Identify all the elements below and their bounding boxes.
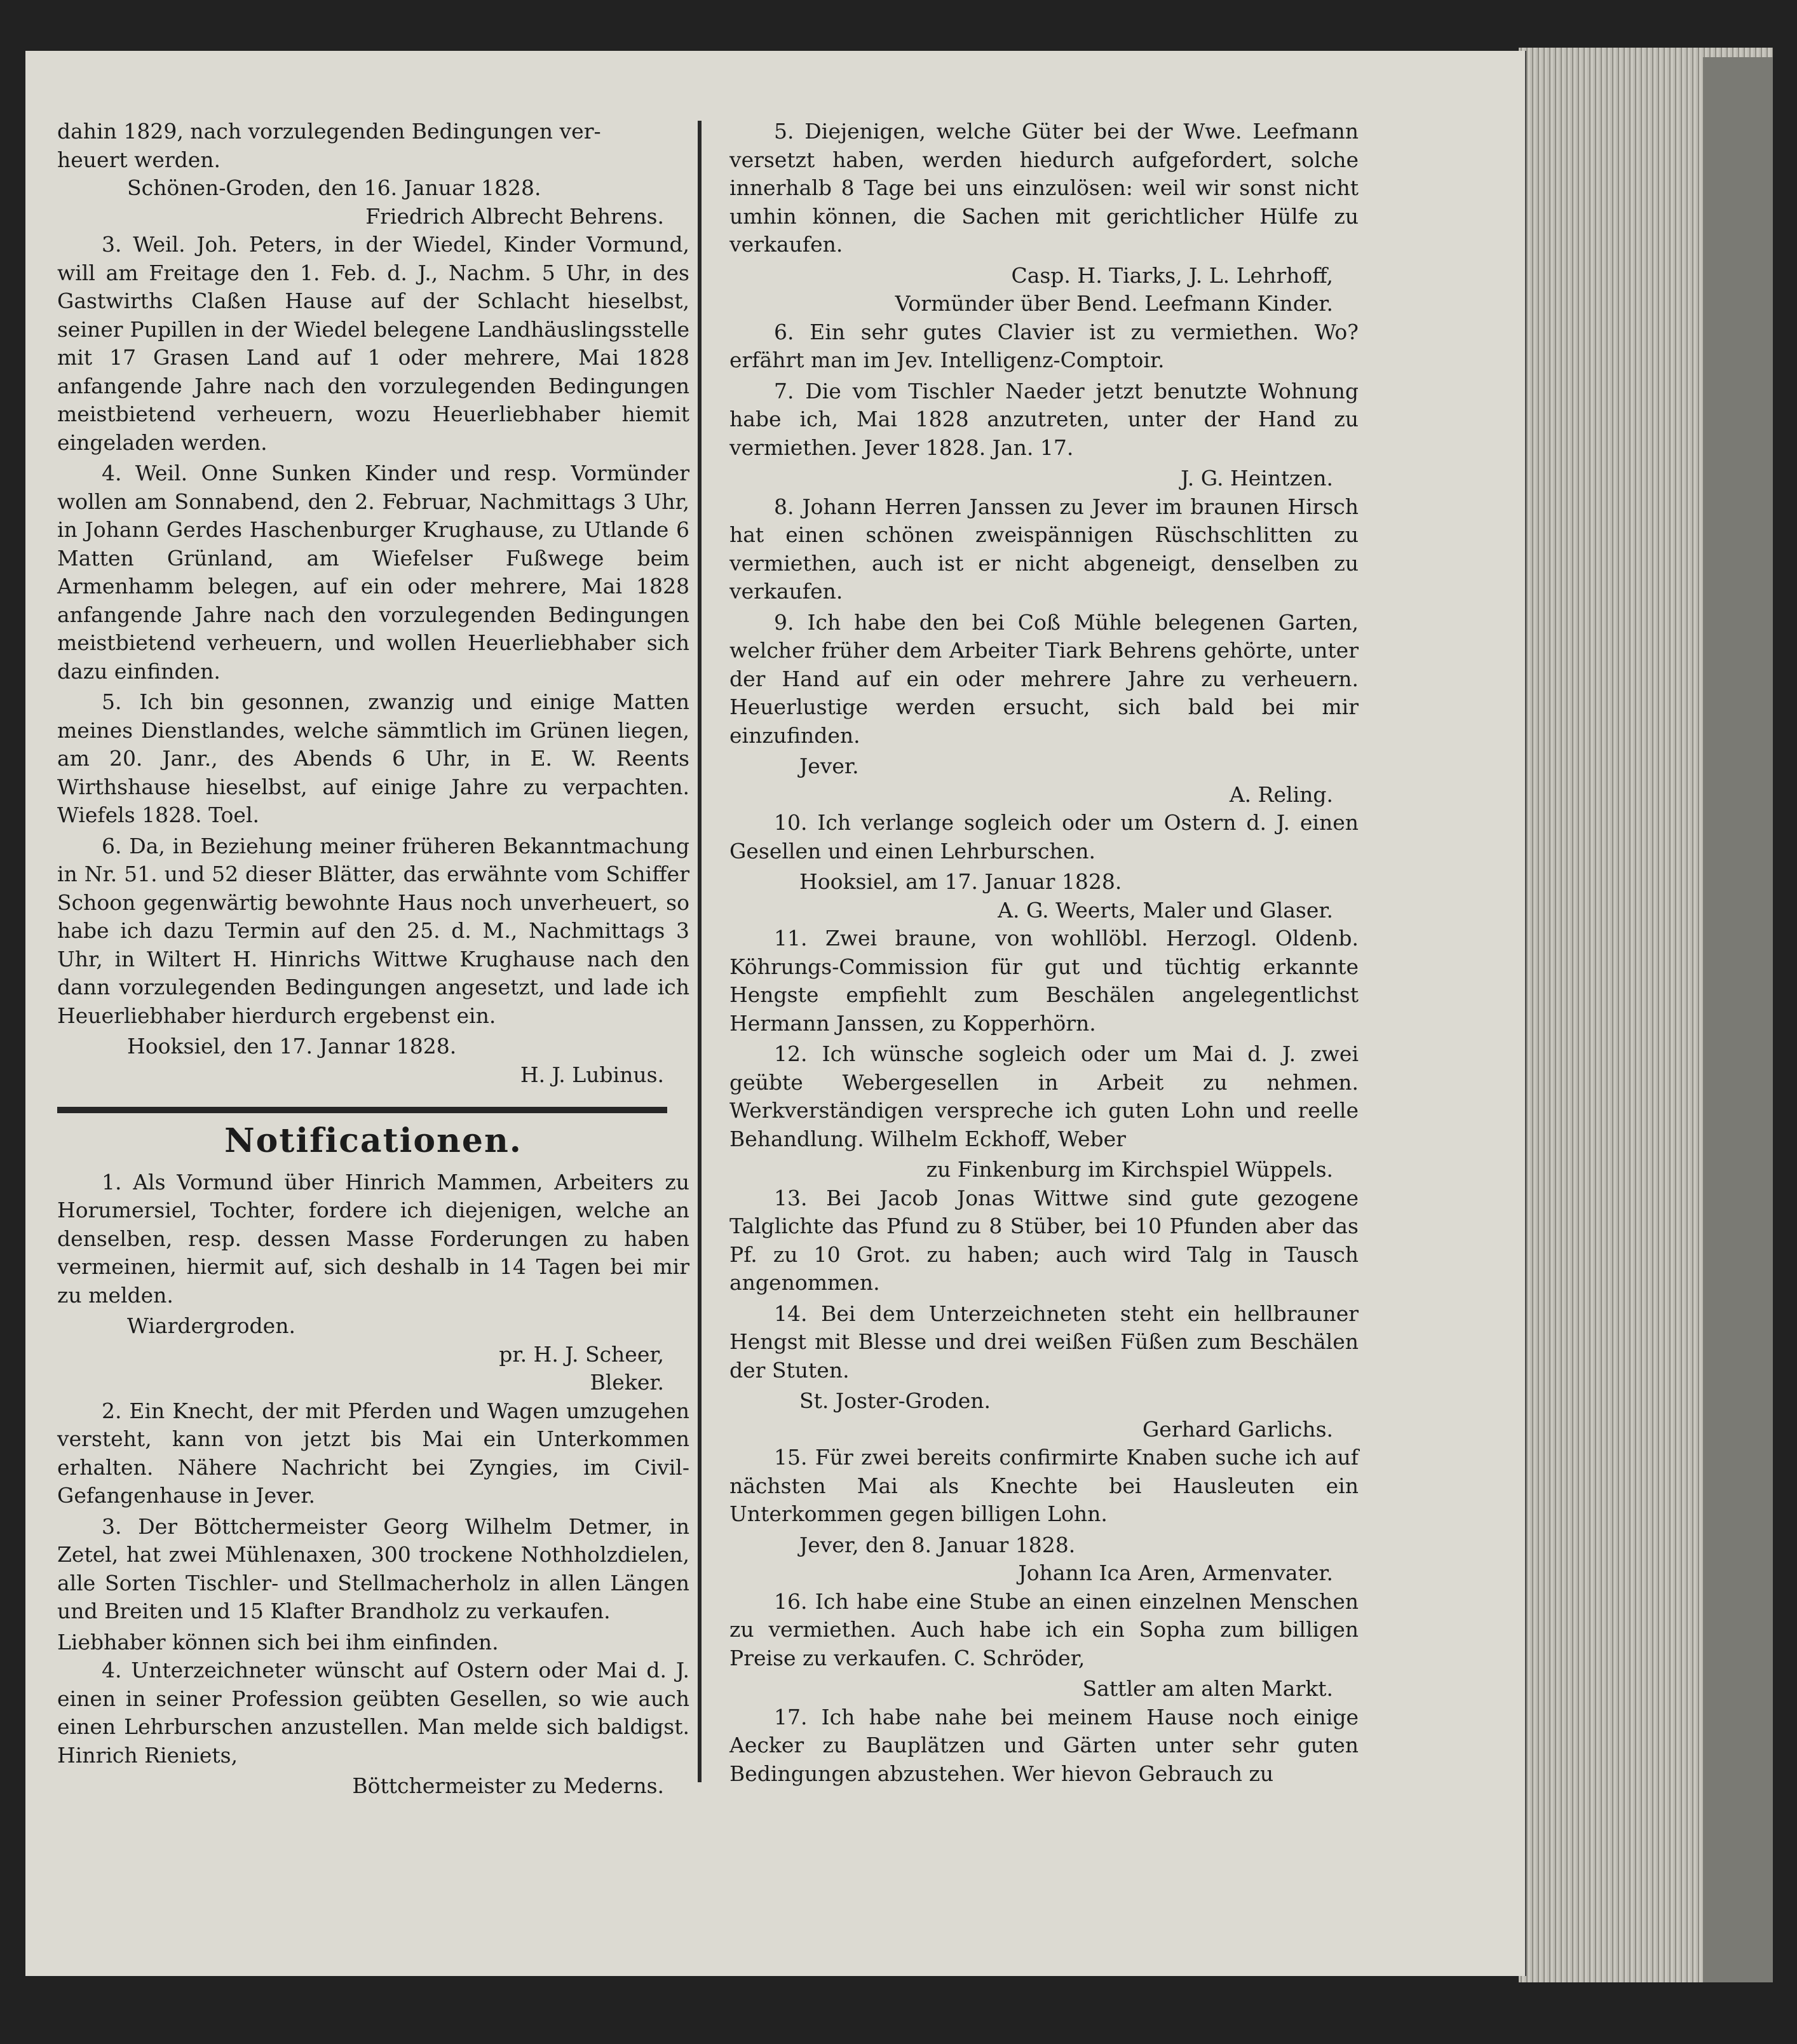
section-rule bbox=[57, 1107, 667, 1113]
column-divider bbox=[698, 121, 702, 1782]
signature: pr. H. J. Scheer, bbox=[499, 1341, 664, 1367]
place-date: Hooksiel, den 17. Jannar 1828. bbox=[127, 1034, 457, 1059]
notice-item: 3. Der Böttchermeister Georg Wilhelm Detmer, in Zetel, hat zwei Mühlenaxen, 300 trockene Nothholzdielen, alle Sorten Tischler- und Stellmacherholz in allen Längen und Breiten und 15 Klafter Brandholz zu verkaufen. bbox=[57, 1513, 689, 1623]
notice-item: 3. Weil. Joh. Peters, in der Wiedel, Kinder Vormund, will am Freitage den 1. Feb. d. J., Nachm. 5 Uhr, in des Gastwirths Claßen Hause auf der Schlacht hieselbst, seiner Pupillen in der Wiedel belegene Landhäuslingsstelle mit 17 Grasen Land auf 1 oder mehrere, Mai 1828 anfangende Jahre nach den vorzulegenden Bedingungen meistbietend verheuern, wozu Heuerliebhaber hiemit eingeladen werden. bbox=[57, 232, 689, 455]
place-date: Schönen-Groden, den 16. Januar 1828. bbox=[127, 175, 541, 200]
notice-item: 5. Diejenigen, welche Güter bei der Wwe. Leefmann versetzt haben, werden hiedurch aufgefordert, solche innerhalb 8 Tage bei uns einzulösen: weil wir sonst nicht umhin können, die Sachen mit gerichtlicher Hülfe zu verkaufen. bbox=[729, 119, 1359, 257]
notice-item: 2. Ein Knecht, der mit Pferden und Wagen umzugehen versteht, kann von jetzt bis Mai ein Unterkommen erhalten. Nähere Nachricht bei Zyngies, im Civil-Gefangenhause in Jever. bbox=[57, 1398, 689, 1508]
right-column bbox=[729, 118, 1359, 1790]
text-line: dahin 1829, nach vorzulegenden Bedingungen ver- bbox=[57, 119, 601, 144]
signature: Gerhard Garlichs. bbox=[1142, 1416, 1333, 1442]
notice-item: 17. Ich habe nahe bei meinem Hause noch einige Aecker zu Bauplätzen und Gärten unter sehr guten Bedingungen abzustehen. Wer hievon Gebrauch zu bbox=[729, 1704, 1359, 1786]
section-heading: Notificationen. bbox=[224, 1121, 522, 1160]
notice-item: 8. Johann Herren Janssen zu Jever im braunen Hirsch hat einen schönen zweispännigen Rüschschlitten zu vermiethen, auch ist er nicht abgeneigt, denselben zu verkaufen. bbox=[729, 494, 1359, 604]
signature: Casp. H. Tiarks, J. L. Lehrhoff, bbox=[1011, 262, 1333, 288]
notice-item: 1. Als Vormund über Hinrich Mammen, Arbeiters zu Horumersiel, Tochter, fordere ich diejenigen, welche an denselben, resp. dessen Masse Forderungen zu haben vermeinen, hiermit auf, sich deshalb in 14 Tagen bei mir zu melden. bbox=[57, 1169, 689, 1308]
signature: Johann Ica Aren, Armenvater. bbox=[1018, 1560, 1333, 1585]
signature: J. G. Heintzen. bbox=[1181, 466, 1333, 491]
notice-item: 9. Ich habe den bei Coß Mühle belegenen Garten, welcher früher dem Arbeiter Tiark Behrens gehörte, unter der Hand auf ein oder mehrere Jahre zu verheuern. Heuerlustige werden ersucht, sich bald bei mir einzufinden. bbox=[729, 609, 1359, 748]
left-column bbox=[57, 118, 689, 1801]
place-date: Jever. bbox=[799, 754, 859, 778]
notice-item: 6. Da, in Beziehung meiner früheren Bekanntmachung in Nr. 51. und 52 dieser Blätter, das erwähnte vom Schiffer Schoon gegenwärtig bewohnte Haus noch unverheuert, so habe ich dazu Termin auf den 25. d. M., Nachmittags 3 Uhr, in Wiltert H. Hinrichs Wittwe Krughause nach den dann vorzulegenden Bedingungen angesetzt, und lade ich Heuerliebhaber hierdurch ergebenst ein. bbox=[57, 833, 689, 1028]
signature: A. Reling. bbox=[1229, 782, 1333, 807]
place-date: St. Joster-Groden. bbox=[799, 1388, 991, 1413]
signature: H. J. Lubinus. bbox=[520, 1062, 664, 1087]
notice-item: 11. Zwei braune, von wohllöbl. Herzogl. Oldenb. Köhrungs-Commission für gut und tüchtig erkannte Hengste empfiehlt zum Beschälen angelegentlichst Hermann Janssen, zu Kopperhörn. bbox=[729, 926, 1359, 1036]
text-line: Liebhaber können sich bei ihm einfinden. bbox=[57, 1629, 499, 1655]
signature: zu Finkenburg im Kirchspiel Wüppels. bbox=[926, 1157, 1333, 1182]
place-date: Wiardergroden. bbox=[127, 1313, 295, 1338]
signature: A. G. Weerts, Maler und Glaser. bbox=[998, 897, 1333, 923]
notice-item: 7. Die vom Tischler Naeder jetzt benutzte Wohnung habe ich, Mai 1828 anzutreten, unter der Hand zu vermiethen. Jever 1828. Jan. 17. bbox=[729, 378, 1359, 460]
notice-item: 5. Ich bin gesonnen, zwanzig und einige Matten meines Dienstlandes, welche sämmtlich im Grünen liegen, am 20. Janr., des Abends 6 Uhr, in E. W. Reents Wirthshause hieselbst, auf einige Jahre zu verpachten. Wiefels 1828. Toel. bbox=[57, 689, 689, 827]
signature: Böttchermeister zu Mederns. bbox=[352, 1773, 664, 1798]
notice-item: 13. Bei Jacob Jonas Wittwe sind gute gezogene Talglichte das Pfund zu 8 Stüber, bei 10 Pfunden aber das Pf. zu 10 Grot. zu haben; auch wird Talg in Tausch angenommen. bbox=[729, 1185, 1359, 1295]
notice-item: 4. Weil. Onne Sunken Kinder und resp. Vormünder wollen am Sonnabend, den 2. Februar, Nachmittags 3 Uhr, in Johann Gerdes Haschenburger Krughause, zu Utlande 6 Matten Grünland, am Wiefelser Fußwege beim Armenhamm belegen, auf ein oder mehrere, Mai 1828 anfangende Jahre nach den vorzulegenden Bedingungen meistbietend verheuern, und wollen Heuerliebhaber sich dazu einfinden. bbox=[57, 461, 689, 684]
notice-item: 16. Ich habe eine Stube an einen einzelnen Menschen zu vermiethen. Auch habe ich ein Sopha zum billigen Preise zu verkaufen. C. Schröder, bbox=[729, 1588, 1359, 1670]
notice-item: 6. Ein sehr gutes Clavier ist zu vermiethen. Wo? erfährt man im Jev. Intelligenz-Comptoir. bbox=[729, 319, 1359, 372]
notice-item: 14. Bei dem Unterzeichneten steht ein hellbrauner Hengst mit Blesse und drei weißen Füßen zum Beschälen der Stuten. bbox=[729, 1301, 1359, 1383]
signature: Bleker. bbox=[590, 1370, 664, 1395]
place-date: Hooksiel, am 17. Januar 1828. bbox=[799, 869, 1122, 894]
text-line: heuert werden. bbox=[57, 147, 221, 172]
signature: Friedrich Albrecht Behrens. bbox=[365, 203, 664, 229]
book-cover-edge bbox=[1703, 57, 1773, 1982]
place-date: Jever, den 8. Januar 1828. bbox=[799, 1532, 1076, 1557]
notice-item: 10. Ich verlange sogleich oder um Ostern d. J. einen Gesellen und einen Lehrburschen. bbox=[729, 810, 1359, 863]
notice-item: 4. Unterzeichneter wünscht auf Ostern oder Mai d. J. einen in seiner Profession geübten Gesellen, so wie auch einen Lehrburschen anzustellen. Man melde sich baldigst. Hinrich Rieniets, bbox=[57, 1658, 689, 1768]
notice-item: 15. Für zwei bereits confirmirte Knaben suche ich auf nächsten Mai als Knechte bei Hausleuten ein Unterkommen gegen billigen Lohn. bbox=[729, 1445, 1359, 1526]
signature: Sattler am alten Markt. bbox=[1082, 1676, 1333, 1701]
notice-item: 12. Ich wünsche sogleich oder um Mai d. J. zwei geübte Webergesellen in Arbeit zu nehmen. Werkverständigen verspreche ich guten Lohn und reelle Behandlung. Wilhelm Eckhoff, Weber bbox=[729, 1041, 1359, 1151]
signature: Vormünder über Bend. Leefmann Kinder. bbox=[895, 291, 1333, 316]
